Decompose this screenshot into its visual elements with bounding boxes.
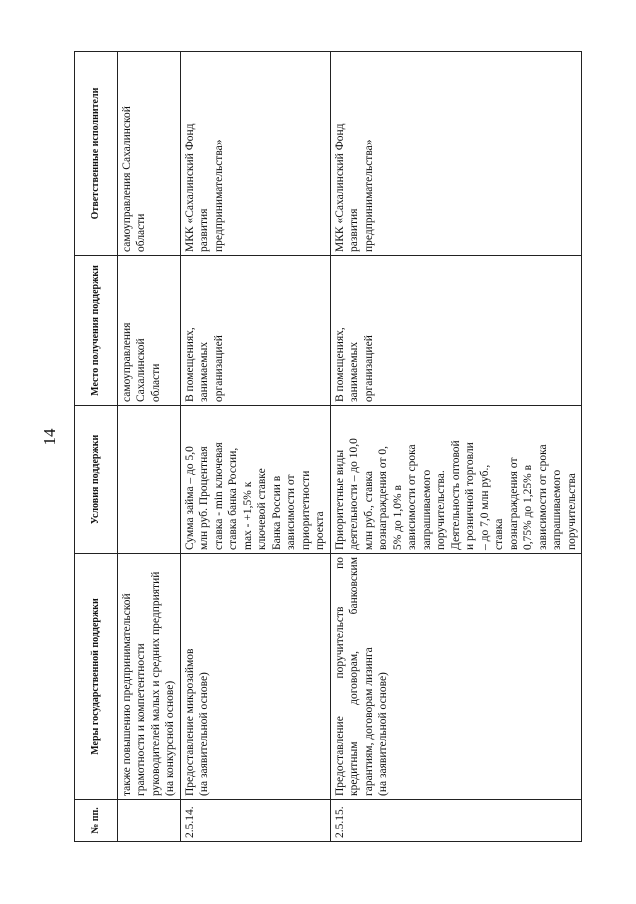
cell-conditions [330,406,581,554]
cell-line: области [135,213,148,252]
cell-line: ставка [493,518,506,550]
cell-measures [118,554,181,800]
cell-line: Приоритетные виды [333,449,346,550]
cell-line: ставка - min ключевая [212,442,225,550]
cell-line: запрашиваемого [420,469,433,550]
cell-line: ставка банка России, [227,447,240,550]
cell-place [118,256,181,406]
cell-line: развития [348,208,361,252]
header-conditions: Условия поддержки [75,406,118,554]
cell-line: Предоставление микрозаймов [183,648,196,796]
table-row [118,52,181,842]
cell-num: 2.5.14. [180,800,330,842]
cell-line: приоритетности [299,470,312,550]
cell-responsible [330,52,581,256]
word: Предоставление [333,716,346,796]
cell-line: МКК «Сахалинский Фонд [333,123,346,252]
cell-responsible [118,52,181,256]
cell-line: гарантиям, договорам лизинга [362,647,375,796]
cell-line: max - +1,5% к [241,481,254,550]
cell-line: зависимости от срока [536,444,549,550]
cell-num [118,800,181,842]
table-row [330,52,581,842]
word: по [333,557,346,569]
cell-line: Деятельность оптовой [449,440,462,550]
cell-responsible [180,52,330,256]
cell-line: развития [198,208,211,252]
cell-line: занимаемых [348,341,361,402]
cell-line: самоуправления Сахалинской [121,106,133,252]
cell-line: вознаграждения от 0, [377,446,390,550]
table-row [180,52,330,842]
cell-line: В помещениях, [183,327,196,402]
cell-line: млн руб. Процентная [198,446,211,550]
cell-measures [180,554,330,800]
cell-line: занимаемых [198,341,211,402]
cell-line: области [149,363,162,402]
cell-line: В помещениях, [333,327,346,402]
header-measures: Меры государственной поддержки [75,554,118,800]
word: кредитным [348,741,361,796]
cell-line: и розничной торговли [464,442,477,550]
cell-line: грамотности и компетентности [135,643,148,796]
cell-line: МКК «Сахалинский Фонд [183,123,196,252]
cell-line: Банка России в [270,475,283,550]
table-header-row [75,52,118,842]
word: банковским [348,557,361,615]
cell-line: проекта [314,511,327,550]
page-number: 14 [40,428,59,446]
cell-place [330,256,581,406]
cell-line: руководителей малых и средних предприятий [149,571,162,796]
word: договорам, [348,651,361,705]
cell-line: запрашиваемого [551,469,564,550]
cell-line: 5% до 1,0% в [391,485,404,550]
cell-line: млн руб., ставка [362,470,375,550]
cell-line: (на конкурсной основе) [164,680,177,796]
cell-line: зависимости от [285,474,298,550]
cell-place [180,256,330,406]
header-responsible: Ответственные исполнители [75,52,118,256]
cell-line: (на заявительной основе) [377,672,390,796]
cell-line: зависимости от срока [406,444,419,550]
cell-conditions [118,406,181,554]
support-measures-table [74,51,582,842]
cell-line: также повышению предпринимательской [121,593,133,796]
cell-line: ключевой ставке [256,468,269,550]
cell-line: поручительства [565,473,578,550]
cell-line: (на заявительной основе) [198,672,211,796]
word: поручительств [333,606,346,679]
header-num: № пп. [75,800,118,842]
cell-line: организацией [212,335,225,402]
cell-num: 2.5.15. [330,800,581,842]
header-place: Место получения поддержки [75,256,118,406]
cell-line: Сахалинской [135,338,148,402]
rotated-page-content [74,52,610,842]
cell-line: поручительства. [435,470,448,550]
cell-line: организацией [362,335,375,402]
cell-line [347,557,361,796]
cell-line: деятельности – до 10,0 [348,438,361,550]
cell-line: предпринимательства» [212,139,225,252]
cell-line: самоуправления [121,322,133,402]
cell-line: 0,75% до 1,25% в [522,464,535,550]
cell-measures [330,554,581,800]
cell-line: предпринимательства» [362,139,375,252]
cell-conditions [180,406,330,554]
cell-line [333,557,347,796]
cell-line: Сумма займа – до 5,0 [183,446,196,550]
cell-line: вознаграждения от [507,457,520,550]
cell-line: – до 7,0 млн руб., [478,464,491,550]
